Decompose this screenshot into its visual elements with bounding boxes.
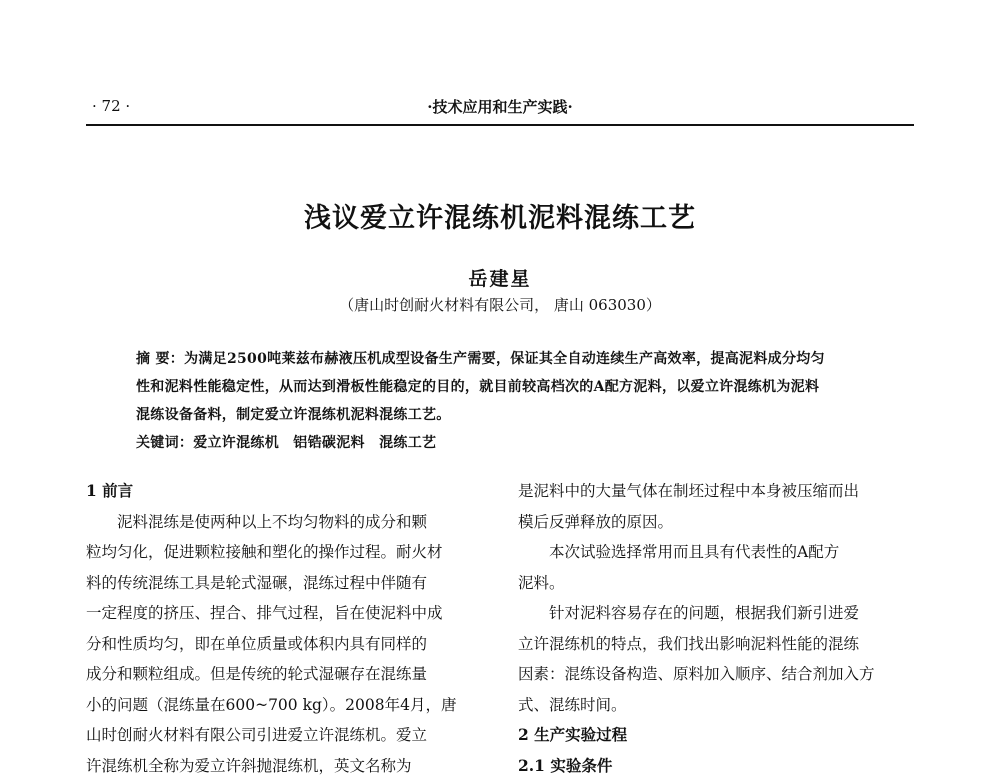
affiliation: （唐山时创耐火材料有限公司， 唐山 063030） — [0, 294, 1000, 315]
page-number: · 72 · — [92, 97, 130, 115]
abstract-label: 摘 要： — [136, 351, 184, 367]
right-line-4: 泥料。 — [518, 568, 916, 599]
section-2-heading: 2 生产实验过程 — [518, 720, 916, 751]
right-column — [518, 476, 916, 781]
right-line-5: 针对泥料容易存在的问题，根据我们新引进爱 — [518, 598, 916, 629]
left-line-2: 粒均匀化，促进颗粒接触和塑化的操作过程。耐火材 — [86, 537, 480, 568]
keywords-label: 关键词： — [136, 435, 193, 451]
author: 岳建星 — [0, 264, 1000, 291]
section-header: ·技术应用和生产实践· — [0, 96, 1000, 117]
keywords-line — [136, 432, 436, 452]
left-line-1: 泥料混练是使两种以上不均匀物料的成分和颗 — [86, 507, 480, 538]
left-line-8: 山时创耐火材料有限公司引进爱立许混练机。爱立 — [86, 720, 480, 751]
left-column — [86, 476, 480, 781]
left-line-5: 分和性质均匀，即在单位质量或体积内具有同样的 — [86, 629, 480, 660]
left-line-4: 一定程度的挤压、捏合、排气过程，旨在使泥料中成 — [86, 598, 480, 629]
header-rule — [86, 124, 914, 126]
abstract-text-1: 为满足2500吨莱兹布赫液压机成型设备生产需要，保证其全自动连续生产高效率，提高泥料成分均匀 — [184, 351, 825, 367]
left-line-9: 许混练机全称为爱立许斜抛混练机，英文名称为 — [86, 751, 480, 781]
left-line-3: 料的传统混练工具是轮式湿碾，混练过程中伴随有 — [86, 568, 480, 599]
right-line-8: 式、混练时间。 — [518, 690, 916, 721]
abstract-line-3: 混练设备备料，制定爱立许混练机泥料混练工艺。 — [136, 404, 451, 424]
right-line-1: 是泥料中的大量气体在制坯过程中本身被压缩而出 — [518, 476, 916, 507]
abstract-line-1 — [136, 348, 825, 368]
left-line-6: 成分和颗粒组成。但是传统的轮式湿碾存在混练量 — [86, 659, 480, 690]
right-line-6: 立许混练机的特点，我们找出影响泥料性能的混练 — [518, 629, 916, 660]
left-line-7: 小的问题（混练量在600~700 kg）。2008年4月，唐 — [86, 690, 480, 721]
section-2-1-heading: 2.1 实验条件 — [518, 751, 916, 781]
keywords-text: 爱立许混练机 铝锆碳泥料 混练工艺 — [193, 435, 436, 451]
abstract-line-2: 性和泥料性能稳定性，从而达到滑板性能稳定的目的，就目前较高档次的A配方泥料，以爱立许混练机为泥料 — [136, 376, 819, 396]
right-line-7: 因素：混练设备构造、原料加入顺序、结合剂加入方 — [518, 659, 916, 690]
right-line-2: 模后反弹释放的原因。 — [518, 507, 916, 538]
right-line-3: 本次试验选择常用而且具有代表性的A配方 — [518, 537, 916, 568]
section-1-heading: 1 前言 — [86, 476, 480, 507]
article-title: 浅议爱立许混练机泥料混练工艺 — [0, 196, 1000, 235]
